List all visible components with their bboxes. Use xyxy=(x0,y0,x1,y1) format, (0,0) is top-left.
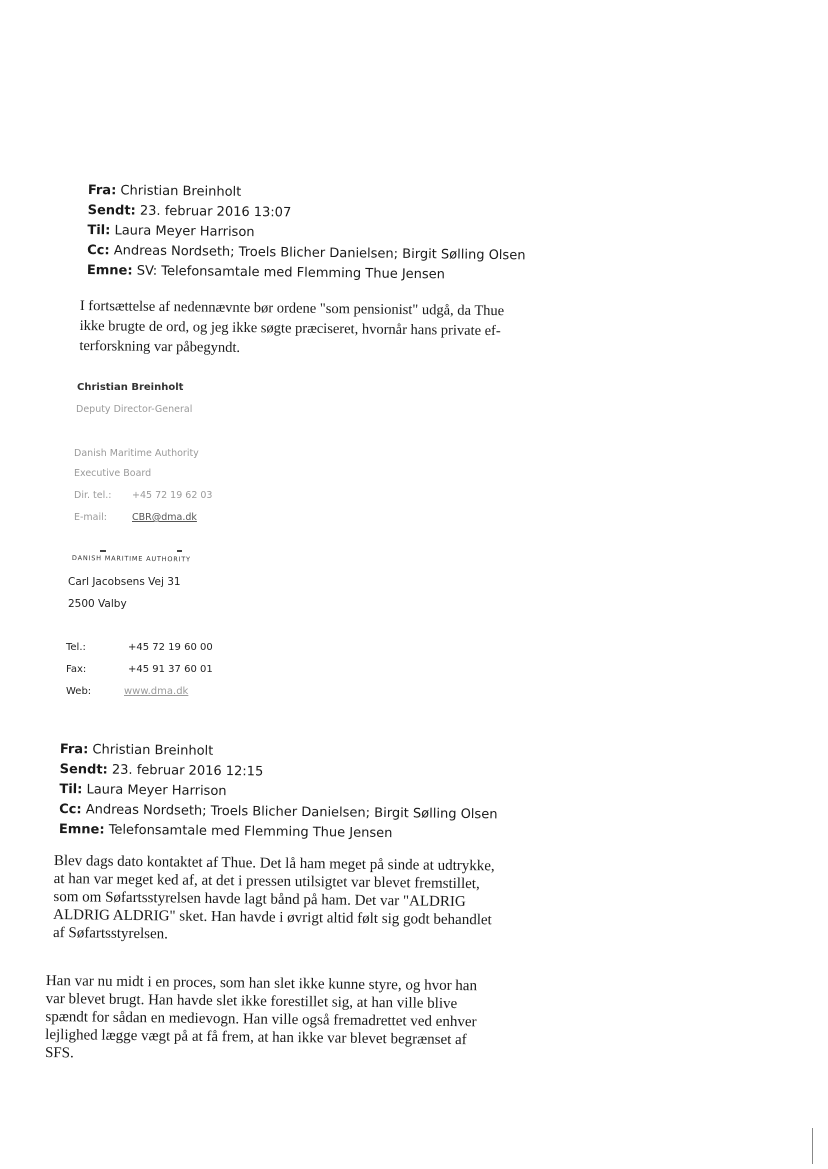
email-1-body xyxy=(79,296,504,361)
body-line: var blevet brugt. Han havde slet ikke forestillet sig, at han ville blive xyxy=(45,990,458,1013)
sent-value: 23. februar 2016 12:15 xyxy=(111,762,264,780)
from-value: Christian Breinholt xyxy=(120,183,242,200)
cc-line: Cc: Andreas Nordseth; Troels Blicher Danielsen; Birgit Sølling Olsen xyxy=(87,242,526,264)
body-line: ikke brugte de ord, og jeg ikke søgte præciseret, hvornår hans private ef- xyxy=(79,317,501,340)
email-2-paragraph-2 xyxy=(45,972,477,1067)
address-street: Carl Jacobsens Vej 31 xyxy=(68,576,181,588)
web-row xyxy=(66,686,188,697)
from-value: Christian Breinholt xyxy=(92,742,214,759)
logo-text: DANISH MARITIME AUTHORITY xyxy=(71,554,191,564)
to-value: Laura Meyer Harrison xyxy=(114,223,255,241)
tel-row xyxy=(66,642,213,653)
tel-value: +45 72 19 60 00 xyxy=(128,642,213,653)
signature-title: Deputy Director-General xyxy=(76,404,193,415)
from-line: Fra: Christian Breinholt xyxy=(87,182,242,200)
dma-logo xyxy=(72,550,212,562)
body-line: terforskning var påbegyndt. xyxy=(79,337,241,356)
to-line: Til: Laura Meyer Harrison xyxy=(87,222,255,241)
direct-phone-value: +45 72 19 62 03 xyxy=(132,490,213,501)
subject-line: Emne: Telefonsamtale med Flemming Thue Jensen xyxy=(58,821,393,842)
fax-value: +45 91 37 60 01 xyxy=(128,664,213,675)
sent-value: 23. februar 2016 13:07 xyxy=(139,203,292,221)
body-line: ALDRIG ALDRIG" sket. Han havde i øvrigt altid følt sig godt behandlet xyxy=(53,906,492,929)
email-label: E-mail: xyxy=(74,512,107,523)
body-line: lejlighed lægge vægt på at få frem, at han ikke var blevet begrænset af xyxy=(45,1026,467,1049)
signature-dept: Executive Board xyxy=(74,468,152,479)
direct-phone-label: Dir. tel.: xyxy=(74,490,112,501)
web-link[interactable]: www.dma.dk xyxy=(124,686,189,697)
email-2-paragraph-1 xyxy=(53,852,495,947)
to-value: Laura Meyer Harrison xyxy=(86,782,227,800)
fax-label: Fax: xyxy=(66,664,87,675)
direct-phone-row xyxy=(74,490,212,501)
cc-value: Andreas Nordseth; Troels Blicher Danielsen; Birgit Sølling Olsen xyxy=(113,243,526,264)
signature-org: Danish Maritime Authority xyxy=(74,448,199,459)
email-2-header xyxy=(59,740,499,845)
body-line: I fortsættelse af nedennævnte bør ordene "som pensionist" udgå, da Thue xyxy=(79,297,505,320)
body-line: som om Søfartsstyrelsen havde lagt bånd på ham. Det var "ALDRIG xyxy=(53,888,466,911)
from-line: Fra: Christian Breinholt xyxy=(59,741,214,759)
sent-line: Sendt: 23. februar 2016 12:15 xyxy=(59,761,264,780)
body-line: Blev dags dato kontaktet af Thue. Det lå ham meget på sinde at udtrykke, xyxy=(53,852,495,875)
to-line: Til: Laura Meyer Harrison xyxy=(59,781,227,800)
body-line: Han var nu midt i en proces, som han slet ikke kunne styre, og hvor han xyxy=(45,972,478,995)
body-line: spændt for sådan en medievogn. Han ville også fremadrettet ved enhver xyxy=(45,1008,477,1031)
web-label: Web: xyxy=(66,686,92,697)
subject-line: Emne: SV: Telefonsamtale med Flemming Thue Jensen xyxy=(86,262,446,283)
tel-label: Tel.: xyxy=(66,642,86,653)
address-city: 2500 Valby xyxy=(68,598,127,610)
email-1-header xyxy=(87,181,527,286)
subject-value: SV: Telefonsamtale med Flemming Thue Jensen xyxy=(136,263,446,283)
cc-line: Cc: Andreas Nordseth; Troels Blicher Danielsen; Birgit Sølling Olsen xyxy=(59,801,498,823)
fax-row xyxy=(66,664,213,675)
subject-value: Telefonsamtale med Flemming Thue Jensen xyxy=(108,822,393,842)
signature-name: Christian Breinholt xyxy=(77,382,184,393)
body-line: af Søfartsstyrelsen. xyxy=(52,924,169,943)
sent-line: Sendt: 23. februar 2016 13:07 xyxy=(87,202,292,221)
body-line: SFS. xyxy=(44,1044,74,1062)
email-row xyxy=(74,512,197,523)
cc-value: Andreas Nordseth; Troels Blicher Danielsen; Birgit Sølling Olsen xyxy=(85,802,498,823)
email-link[interactable]: CBR@dma.dk xyxy=(132,512,197,523)
body-line: at han var meget ked af, at det i pressen utilsigtet var blevet fremstillet, xyxy=(53,870,480,893)
scan-edge-mark xyxy=(812,1128,813,1164)
